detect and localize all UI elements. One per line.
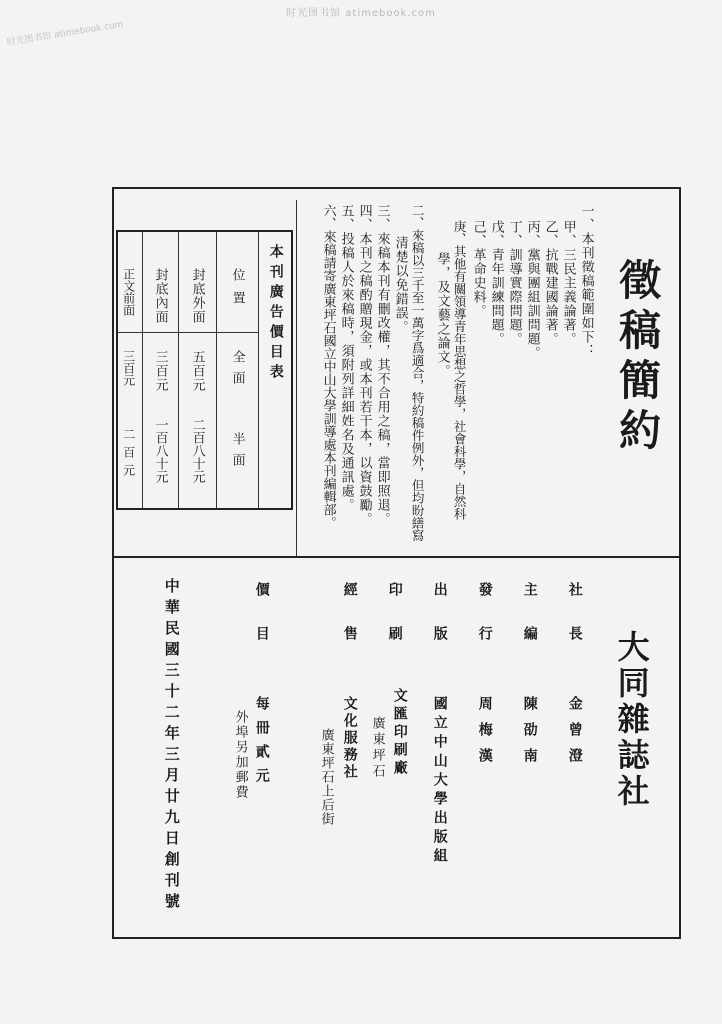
- column-divider: [296, 200, 297, 556]
- call-for-papers-title: 徵稿簡約: [613, 258, 663, 458]
- rule-line: 四、本刊之稿酌贈現金，或本刊若干本，以資鼓勵。: [356, 204, 372, 526]
- entry-label: 價目: [253, 582, 270, 670]
- entry-value: 陳劭南: [521, 696, 538, 774]
- ad-row-full: 五百元: [189, 350, 205, 392]
- rule-line: 一、本刊徵稿範圍如下：: [578, 204, 594, 358]
- ad-row-position: 封底內面: [152, 268, 168, 324]
- entry-extra: 外埠另加郵費: [232, 710, 248, 800]
- entry-label: 社長: [566, 582, 583, 670]
- rule-line: 三、來稿本刊有刪改權，其不合用之稿，當即照退。: [374, 204, 390, 526]
- ad-row-half: 二百元: [121, 428, 136, 482]
- entry-extra: 廣東坪石: [369, 716, 385, 780]
- header-position: 位置: [229, 268, 245, 314]
- rule-line: 甲、三民主義論著。: [560, 220, 576, 346]
- watermark-top: 时光图书馆 atimebook.com: [286, 8, 436, 19]
- rule-line: 戊、青年訓練問題。: [488, 220, 504, 346]
- rule-line: 清楚以免錯誤。: [392, 236, 408, 334]
- ad-row: [118, 232, 142, 508]
- rule-line: 六、來稿請寄廣東坪石國立中山大學訓導處本刊編輯部。: [320, 204, 336, 529]
- ad-table-title-col: [258, 232, 293, 508]
- ad-table-title: 本刊廣告價目表: [267, 244, 284, 384]
- section-divider: [112, 556, 681, 558]
- entry-value: 文化服務社: [341, 696, 358, 781]
- rule-line: 二、來稿以三千至一萬字爲適合，特約稿件例外，但均盼繕寫: [410, 204, 426, 542]
- header-full: 全面: [229, 350, 245, 392]
- founding-date: 中華民國三十二年三月廿九日創刊號: [162, 578, 181, 914]
- header-half: 半面: [229, 432, 245, 474]
- ad-row-position: 封底外面: [189, 268, 205, 324]
- rule-line: 丙、黨與團組訓問題。: [524, 220, 540, 360]
- entry-extra: 廣東坪石上后街: [318, 728, 334, 826]
- entry-value: 國立中山大學出版組: [431, 696, 448, 867]
- entry-label: 印刷: [386, 582, 403, 670]
- entry-label: 主編: [521, 582, 538, 670]
- ad-row: [142, 232, 178, 508]
- watermark-diagonal: 时光图书馆 atimebook.com: [6, 19, 125, 49]
- rule-line: 乙、抗戰建國論著。: [542, 220, 558, 346]
- ad-row-position: 正文前面: [121, 268, 136, 316]
- rule-line: 五、投稿人於來稿時，須附列詳細姓名及通訊處。: [338, 204, 354, 512]
- rule-line: 丁、訓導實際問題。: [506, 220, 522, 346]
- entry-value: 周梅漢: [476, 696, 493, 774]
- ad-table-header-rule: [118, 332, 258, 333]
- publisher-name: 大同雜誌社: [612, 630, 651, 810]
- rule-line: 學，及文藝之論文。: [434, 252, 450, 378]
- ad-row-full: 三百元: [152, 350, 168, 392]
- ad-row: [178, 232, 216, 508]
- entry-value: 每冊貳元: [253, 696, 270, 792]
- rule-line: 己、革命史料。: [470, 220, 486, 318]
- ad-row-full: 三百元: [121, 350, 136, 386]
- ad-price-table: [116, 230, 293, 510]
- ad-table-header-col: [216, 232, 258, 508]
- entry-label: 發行: [476, 582, 493, 670]
- entry-value: 文匯印刷廠: [391, 688, 408, 778]
- ad-row-half: 二百八十元: [189, 418, 205, 483]
- entry-label: 經售: [341, 582, 358, 670]
- entry-value: 金曾澄: [566, 696, 583, 774]
- rule-line: 庚、其他有關領導青年思想之哲學，社會科學，自然科: [452, 220, 468, 520]
- entry-label: 出版: [431, 582, 448, 670]
- ad-row-half: 一百八十元: [152, 418, 168, 483]
